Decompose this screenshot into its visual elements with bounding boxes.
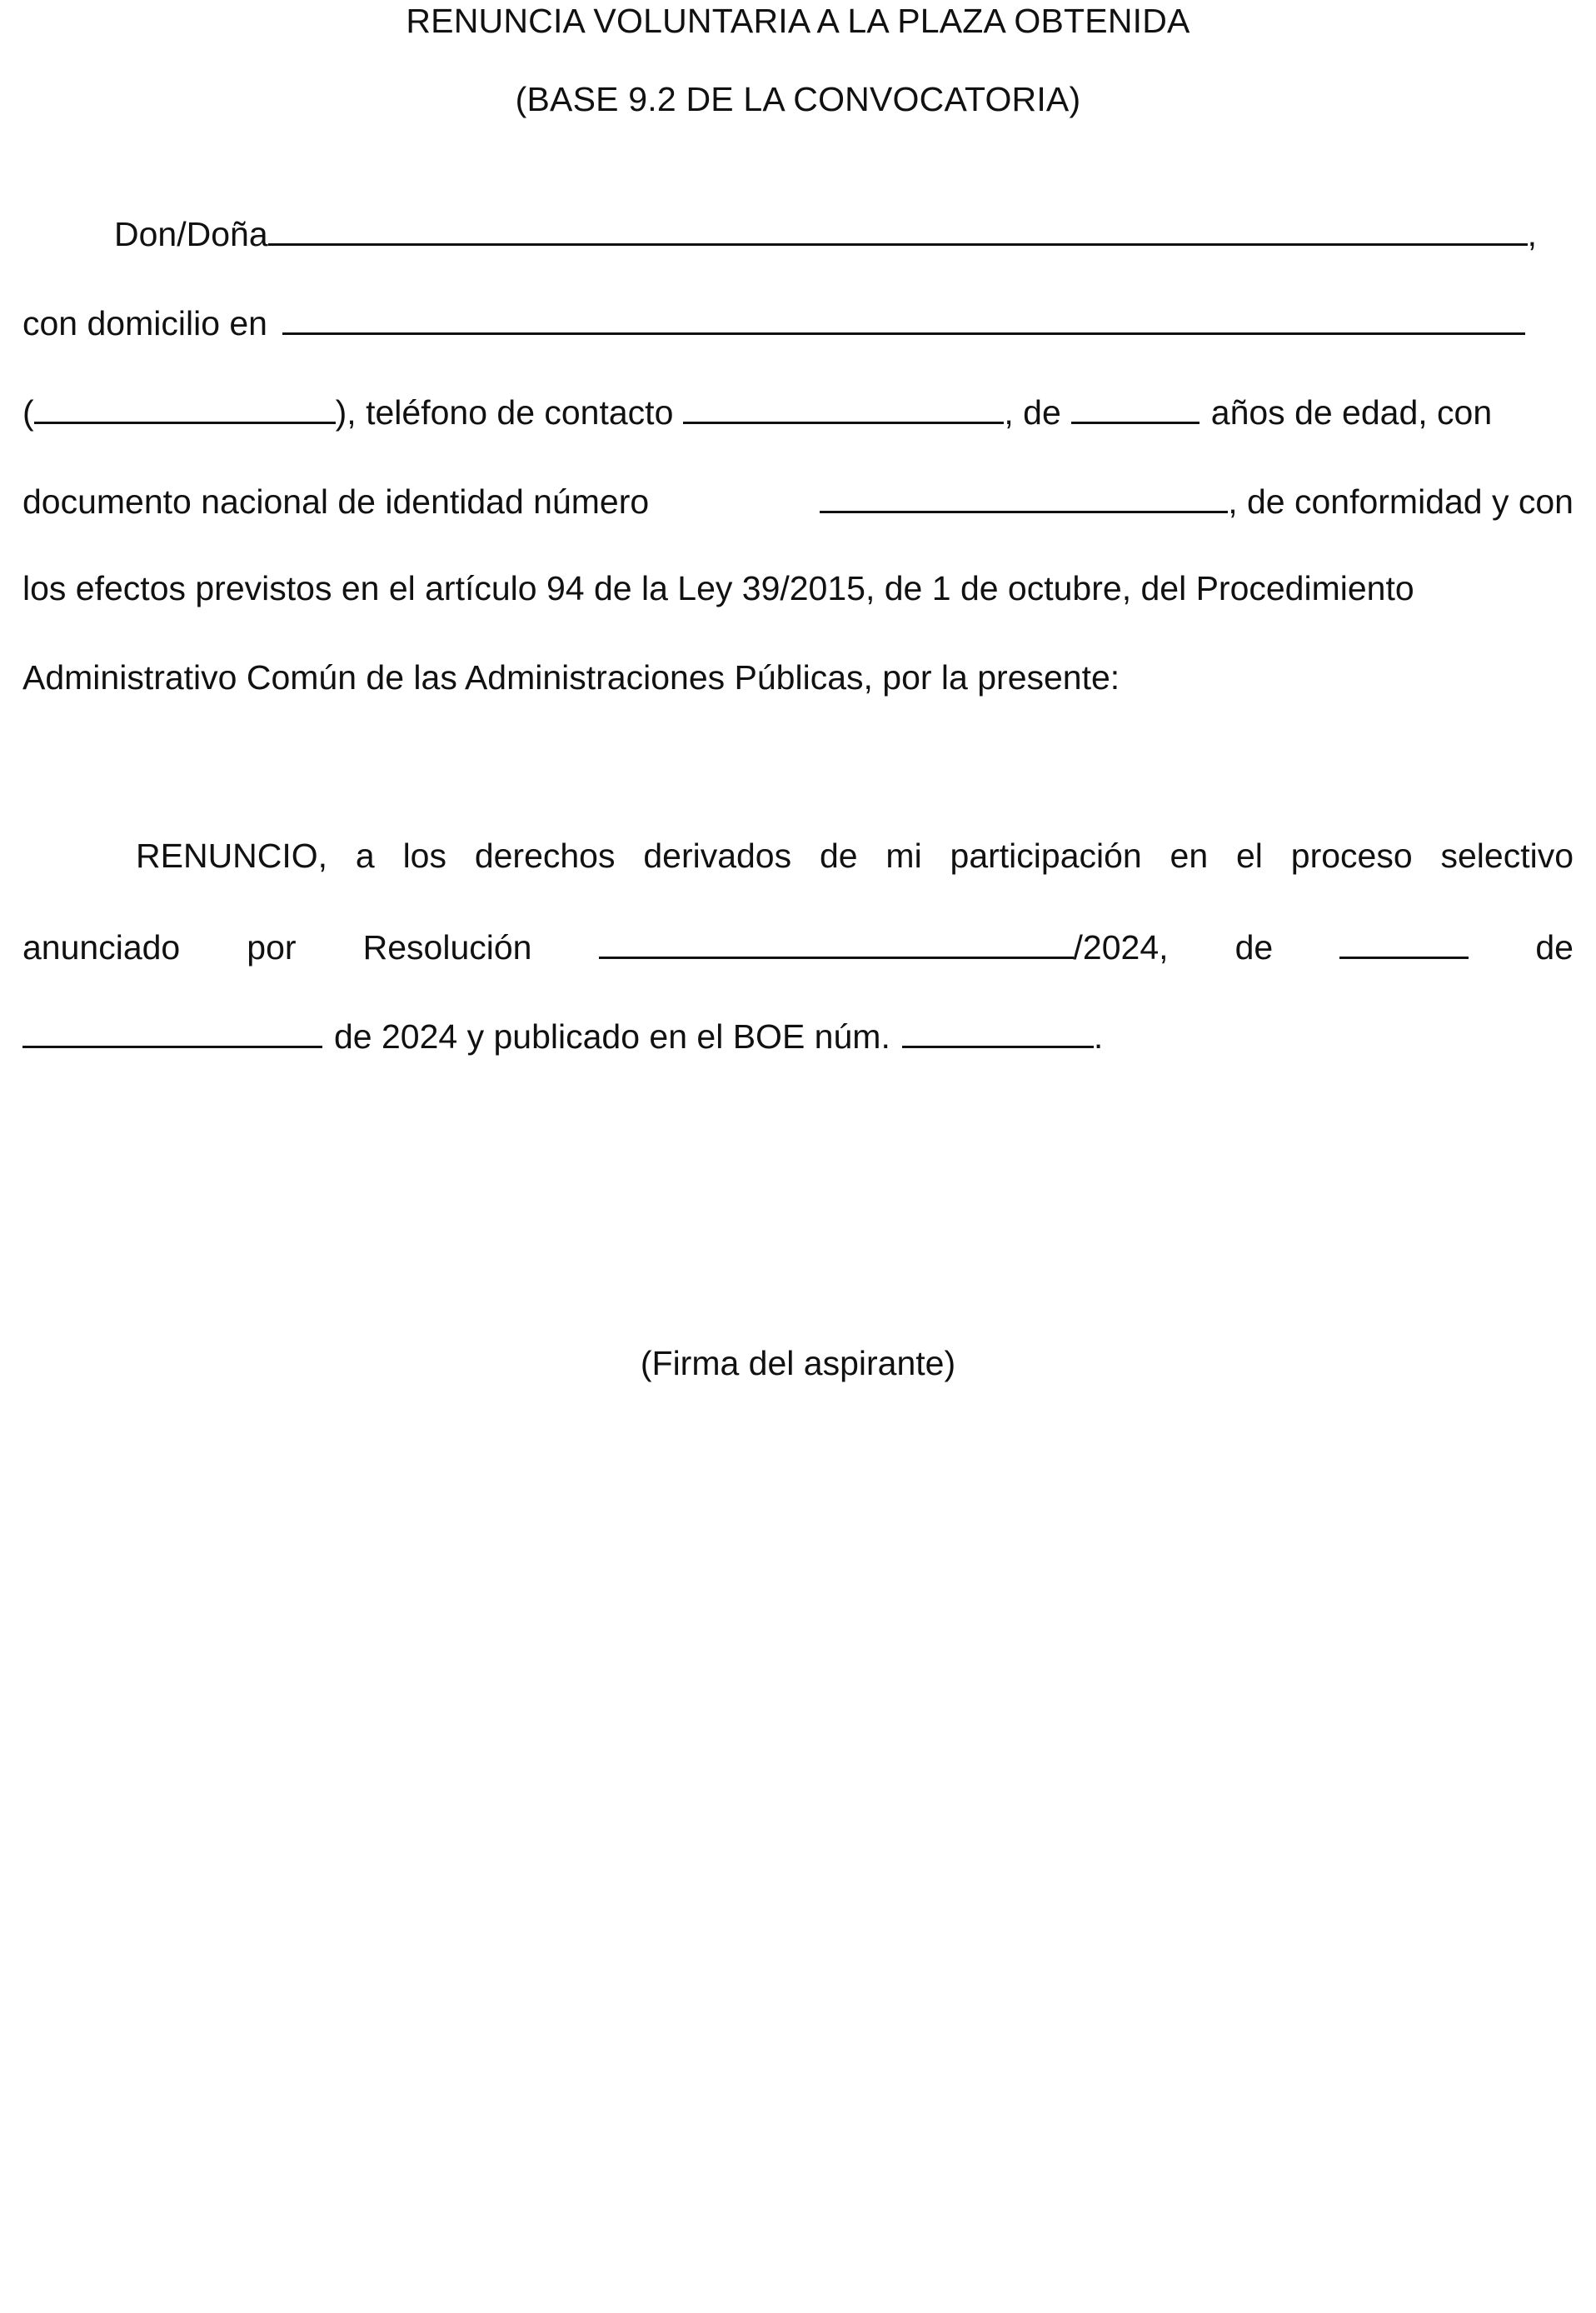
conformidad-label: , de conformidad y con bbox=[1228, 482, 1574, 521]
signature-label: (Firma del aspirante) bbox=[640, 1344, 956, 1382]
document-title: RENUNCIA VOLUNTARIA A LA PLAZA OBTENIDA bbox=[406, 2, 1190, 40]
postal-code-blank-field[interactable] bbox=[34, 392, 336, 424]
document-subtitle: (BASE 9.2 DE LA CONVOCATORIA) bbox=[515, 80, 1081, 118]
publicado-label: de 2024 y publicado en el BOE núm. bbox=[334, 1017, 890, 1056]
day-blank-field[interactable] bbox=[1339, 927, 1469, 959]
telefono-label: ), teléfono de contacto bbox=[335, 393, 674, 432]
domicilio-label: con domicilio en bbox=[22, 304, 267, 342]
line-administrativo: Administrativo Común de las Administraciones Públicas, por la presente: bbox=[22, 658, 1120, 697]
name-blank-field[interactable] bbox=[268, 213, 1528, 246]
line-efectos: los efectos previstos en el artículo 94 de la Ley 39/2015, de 1 de octubre, del Procedimiento bbox=[22, 569, 1414, 607]
edad-label: años de edad, con bbox=[1210, 393, 1493, 432]
line-telefono bbox=[22, 392, 1574, 432]
line-name bbox=[114, 213, 1574, 253]
dni-label: documento nacional de identidad número bbox=[22, 482, 650, 521]
line-boe bbox=[22, 1016, 1574, 1056]
resolucion-word: Resolución bbox=[362, 928, 532, 967]
renuncio-line: RENUNCIO, a los derechos derivados de mi participación en el proceso selectivo bbox=[136, 837, 1574, 875]
name-comma: , bbox=[1527, 215, 1538, 253]
year-suffix: /2024, bbox=[1073, 928, 1169, 967]
paren-open: ( bbox=[22, 393, 34, 432]
de-label: , de bbox=[1004, 393, 1061, 432]
domicilio-blank-field[interactable] bbox=[282, 302, 1525, 335]
telefono-blank-field[interactable] bbox=[683, 392, 1004, 424]
edad-blank-field[interactable] bbox=[1071, 392, 1199, 424]
month-blank-field[interactable] bbox=[22, 1016, 322, 1048]
dni-blank-field[interactable] bbox=[820, 481, 1228, 513]
boe-number-blank-field[interactable] bbox=[902, 1016, 1094, 1048]
line-resolucion bbox=[22, 927, 1574, 967]
line-dni bbox=[22, 481, 1574, 521]
por-word: por bbox=[247, 928, 297, 967]
don-dona-label: Don/Doña bbox=[114, 215, 268, 253]
de-word-1: de bbox=[1234, 928, 1274, 967]
final-period: . bbox=[1093, 1017, 1104, 1056]
anunciado-word: anunciado bbox=[22, 928, 181, 967]
resolucion-number-blank-field[interactable] bbox=[599, 927, 1074, 959]
de-word-2: de bbox=[1535, 928, 1574, 967]
line-domicilio bbox=[22, 302, 1574, 342]
